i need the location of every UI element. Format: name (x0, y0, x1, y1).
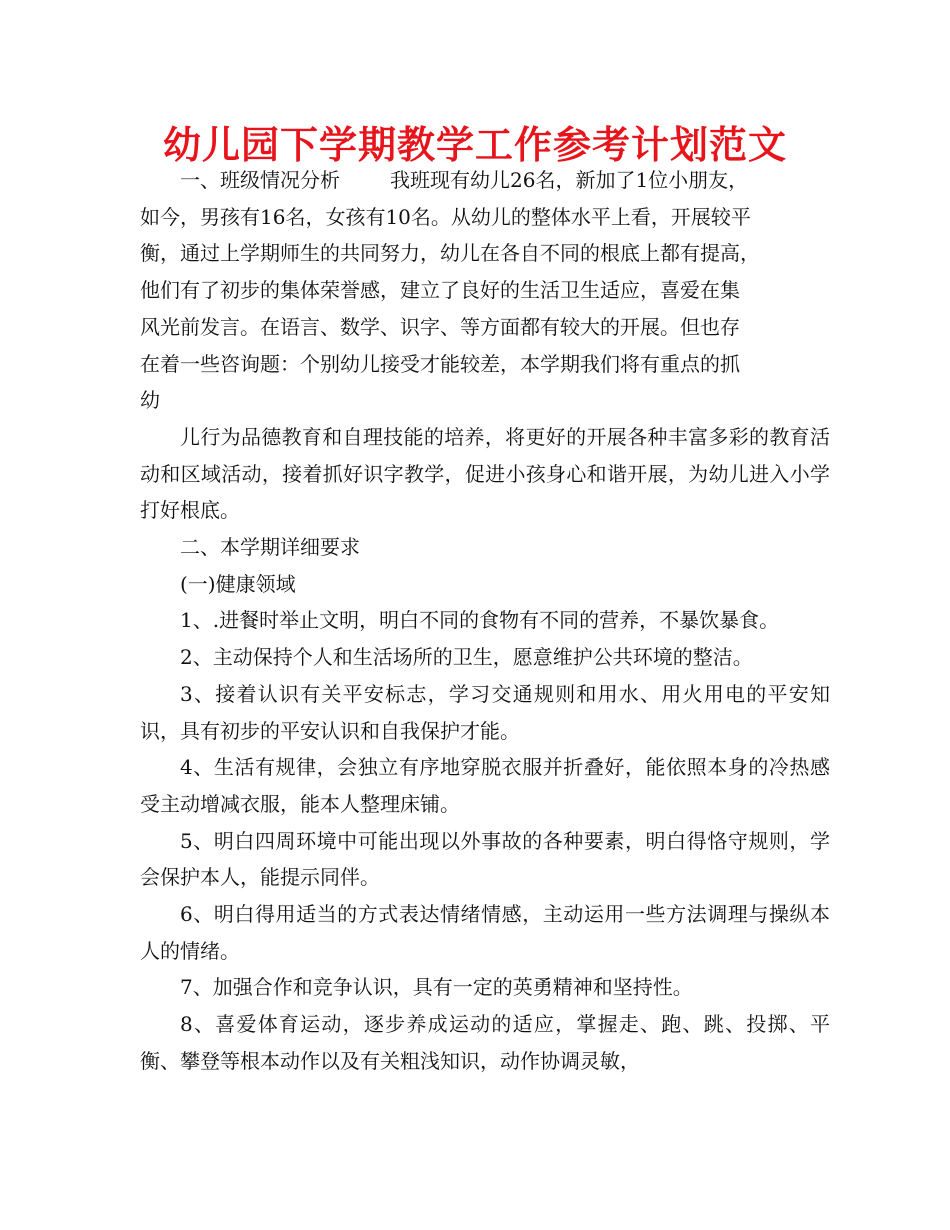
intro-line: 风光前发言。在语言、数学、识字、等方面都有较大的开展。但也存 (140, 314, 740, 339)
intro-continuation (140, 199, 830, 419)
intro-first-line: 我班现有幼儿26名，新加了1位小朋友， (390, 168, 749, 192)
intro-line: 他们有了初步的集体荣誉感，建立了良好的生活卫生适应，喜爱在集 (140, 278, 740, 303)
list-item: 4、生活有规律，会独立有序地穿脱衣服并折叠好，能依照本身的冷热感受主动增减衣服，能本人整理床铺。 (140, 755, 830, 816)
list-item: 1、.进餐时举止文明，明白不同的食物有不同的营养，不暴饮暴食。 (180, 608, 780, 633)
document-title: 幼儿园下学期教学工作参考计划范文 (162, 123, 787, 167)
list-item: 6、明白得用适当的方式表达情绪情感，主动运用一些方法调理与操纵本人的情绪。 (140, 902, 830, 963)
intro-line: 如今，男孩有16名，女孩有10名。从幼儿的整体水平上看，开展较平 (140, 204, 751, 229)
intro-paragraph (140, 162, 830, 199)
list-item: 2、主动保持个人和生活场所的卫生，愿意维护公共环境的整洁。 (180, 645, 753, 670)
intro-line: 幼 (140, 388, 160, 413)
list-item: 5、明白四周环境中可能出现以外事故的各种要素，明白得恪守规则，学会保护本人，能提示同伴。 (140, 828, 830, 890)
body-paragraph: 儿行为品德教育和自理技能的培养，将更好的开展各种丰富多彩的教育活动和区域活动，接着抓好识字教学，促进小孩身心和谐开展，为幼儿进入小学打好根底。 (140, 424, 830, 523)
list-item: 7、加强合作和竞争认识，具有一定的英勇精神和坚持性。 (180, 975, 693, 1000)
document-body (140, 162, 830, 1080)
list-item: 3、接着认识有关平安标志，学习交通规则和用水、用火用电的平安知识，具有初步的平安认识和自我保护才能。 (140, 681, 830, 743)
subsection-heading-health: (一)健康领域 (180, 571, 296, 596)
intro-line: 衡，通过上学期师生的共同努力，幼儿在各自不同的根底上都有提高， (140, 241, 760, 266)
section-heading-class-analysis: 一、班级情况分析 (180, 168, 340, 192)
section-heading-requirements: 二、本学期详细要求 (180, 535, 360, 560)
intro-line: 在着一些咨询题：个别幼儿接受才能较差，本学期我们将有重点的抓 (140, 351, 740, 376)
list-item: 8、喜爱体育运动，逐步养成运动的适应，掌握走、跑、跳、投掷、平衡、攀登等根本动作以及有关粗浅知识，动作协调灵敏， (140, 1012, 830, 1073)
